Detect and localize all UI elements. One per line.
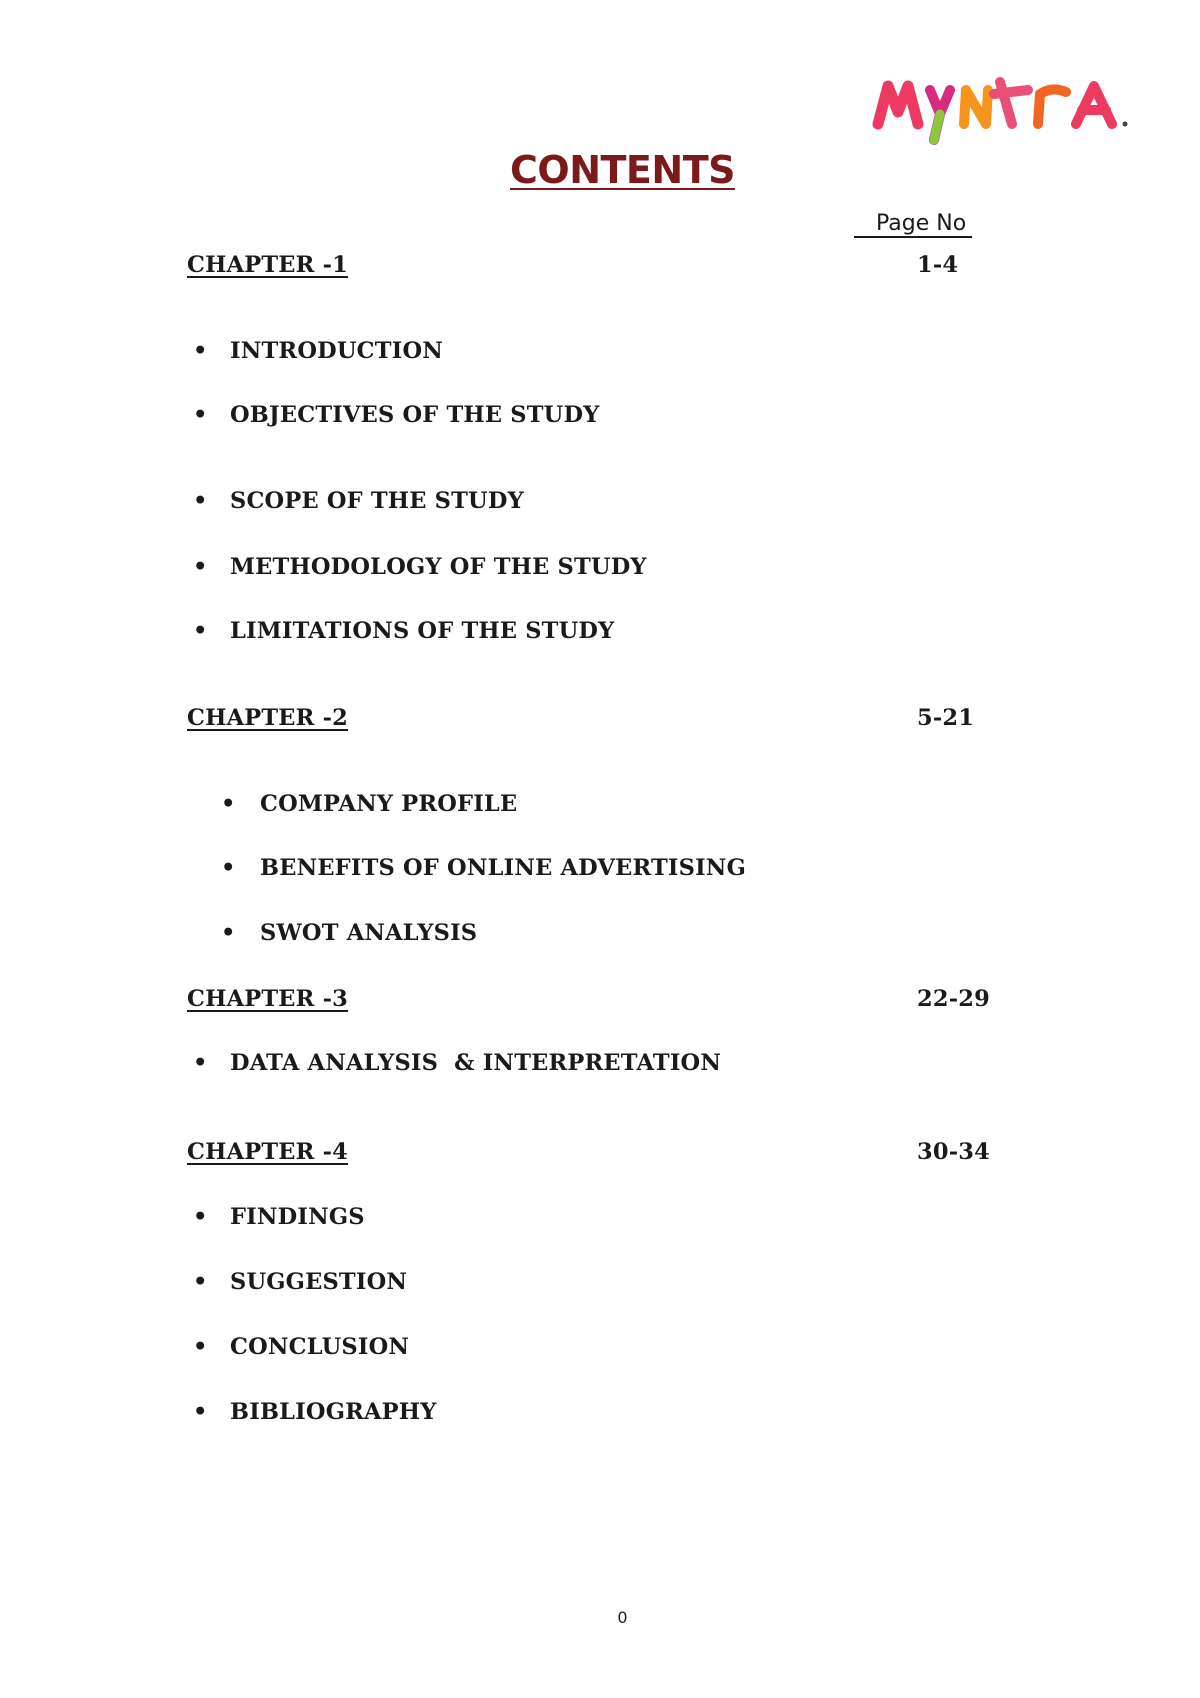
toc-item	[193, 1204, 365, 1230]
bullet-icon: •	[193, 488, 208, 514]
toc-item	[193, 488, 524, 514]
chapter-2-pages: 5-21	[917, 705, 975, 731]
page-no-header: Page No	[854, 212, 972, 238]
toc-item	[193, 618, 614, 644]
bullet-icon: •	[193, 402, 208, 428]
toc-item	[221, 791, 517, 817]
toc-item-label: SCOPE OF THE STUDY	[230, 488, 524, 514]
bullet-icon: •	[193, 554, 208, 580]
toc-item	[193, 1334, 409, 1360]
toc-item	[193, 1050, 721, 1076]
bullet-icon: •	[193, 1269, 208, 1295]
chapter-3-heading: CHAPTER -3	[187, 986, 348, 1012]
chapter-1-heading: CHAPTER -1	[187, 252, 348, 278]
toc-item	[193, 402, 599, 428]
myntra-logo	[872, 68, 1142, 150]
toc-item-label: COMPANY PROFILE	[260, 791, 518, 817]
bullet-icon: •	[193, 1334, 208, 1360]
toc-item	[193, 1269, 407, 1295]
toc-item-label: METHODOLOGY OF THE STUDY	[230, 554, 647, 580]
myntra-logo-graphic	[872, 68, 1142, 150]
chapter-4-pages: 30-34	[917, 1139, 990, 1165]
page-number: 0	[617, 1608, 628, 1627]
chapter-1-pages: 1-4	[917, 252, 959, 278]
toc-item	[193, 338, 443, 364]
toc-item-label: DATA ANALYSIS & INTERPRETATION	[230, 1050, 722, 1076]
toc-item-label: BIBLIOGRAPHY	[230, 1399, 437, 1425]
bullet-icon: •	[221, 791, 236, 817]
toc-item-label: LIMITATIONS OF THE STUDY	[230, 618, 615, 644]
toc-item-label: INTRODUCTION	[230, 338, 444, 364]
bullet-icon: •	[193, 1399, 208, 1425]
toc-item	[221, 920, 477, 946]
bullet-icon: •	[193, 1050, 208, 1076]
toc-item-label: OBJECTIVES OF THE STUDY	[230, 402, 600, 428]
toc-item-label: SUGGESTION	[230, 1269, 408, 1295]
toc-item-label: CONCLUSION	[230, 1334, 410, 1360]
page-title: CONTENTS	[510, 148, 735, 192]
bullet-icon: •	[221, 855, 236, 881]
bullet-icon: •	[221, 920, 236, 946]
chapter-4-heading: CHAPTER -4	[187, 1139, 348, 1165]
bullet-icon: •	[193, 618, 208, 644]
toc-item-label: FINDINGS	[230, 1204, 365, 1230]
chapter-3-pages: 22-29	[917, 986, 990, 1012]
toc-item-label: BENEFITS OF ONLINE ADVERTISING	[260, 855, 746, 881]
toc-item	[193, 1399, 437, 1425]
bullet-icon: •	[193, 1204, 208, 1230]
toc-item	[221, 855, 746, 881]
bullet-icon: •	[193, 338, 208, 364]
toc-item-label: SWOT ANALYSIS	[260, 920, 478, 946]
chapter-2-heading: CHAPTER -2	[187, 705, 348, 731]
toc-item	[193, 554, 647, 580]
